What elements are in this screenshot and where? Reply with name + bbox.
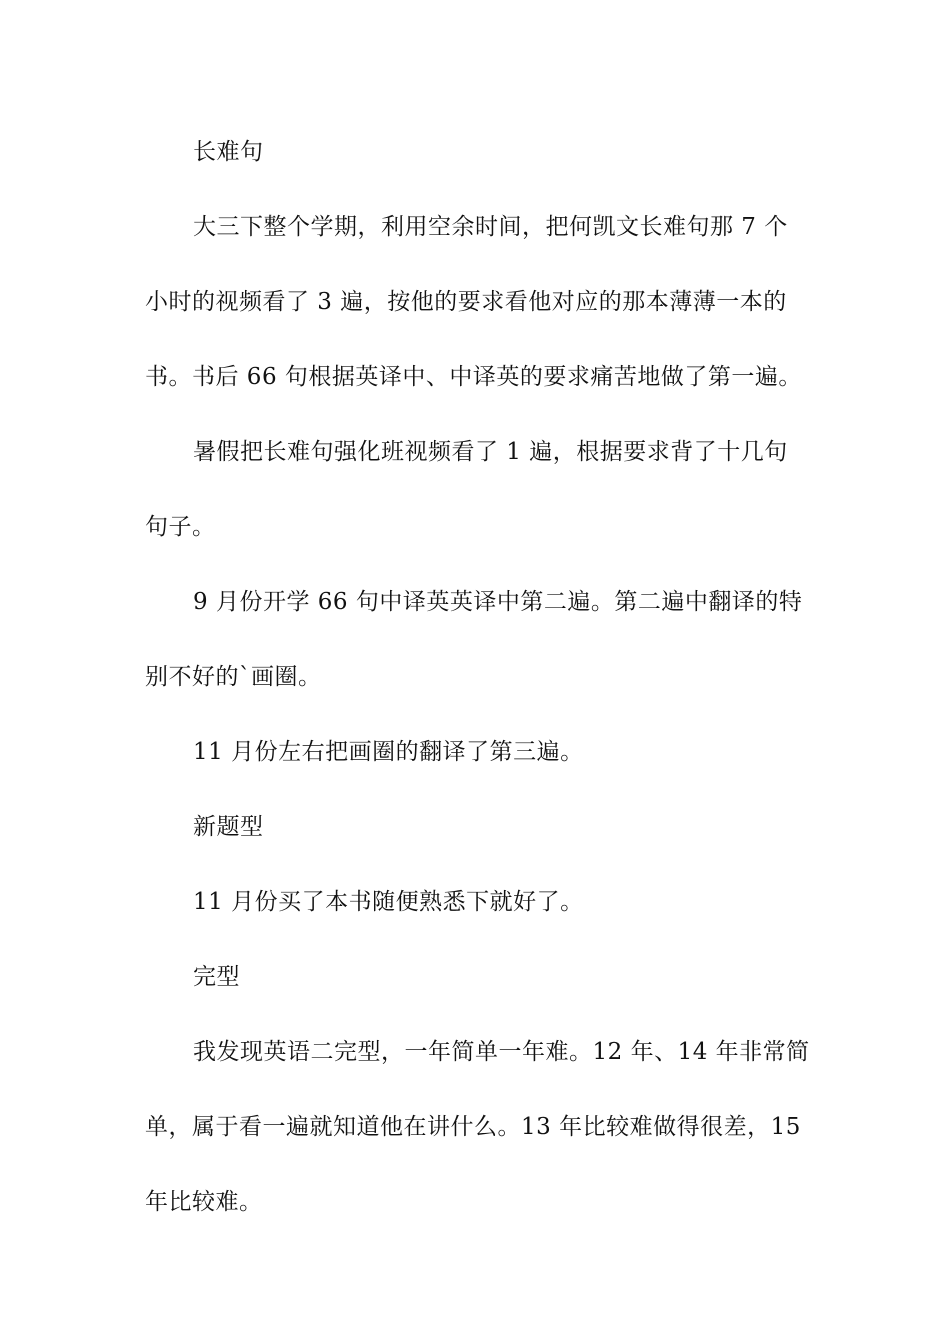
section-heading-new-question-type: 新题型 [193, 814, 264, 840]
paragraph-line: 我发现英语二完型，一年简单一年难。12 年、14 年非常简 [193, 1039, 810, 1065]
paragraph-line: 单，属于看一遍就知道他在讲什么。13 年比较难做得很差，15 [145, 1114, 801, 1140]
paragraph-line: 句子。 [145, 514, 216, 540]
paragraph-line: 年比较难。 [145, 1189, 263, 1215]
paragraph-line: 9 月份开学 66 句中译英英译中第二遍。第二遍中翻译的特 [193, 589, 803, 615]
paragraph-line: 暑假把长难句强化班视频看了 1 遍，根据要求背了十几句 [193, 439, 788, 465]
section-heading-cloze: 完型 [193, 964, 240, 990]
paragraph-line: 小时的视频看了 3 遍，按他的要求看他对应的那本薄薄一本的 [145, 289, 787, 315]
paragraph-line: 大三下整个学期，利用空余时间，把何凯文长难句那 7 个 [193, 214, 788, 240]
paragraph-line: 别不好的`画圈。 [145, 664, 322, 690]
section-heading-long-sentences: 长难句 [193, 139, 264, 165]
paragraph-line: 11 月份左右把画圈的翻译了第三遍。 [193, 739, 584, 765]
paragraph-line: 书。书后 66 句根据英译中、中译英的要求痛苦地做了第一遍。 [145, 364, 802, 390]
paragraph-line: 11 月份买了本书随便熟悉下就好了。 [193, 889, 584, 915]
